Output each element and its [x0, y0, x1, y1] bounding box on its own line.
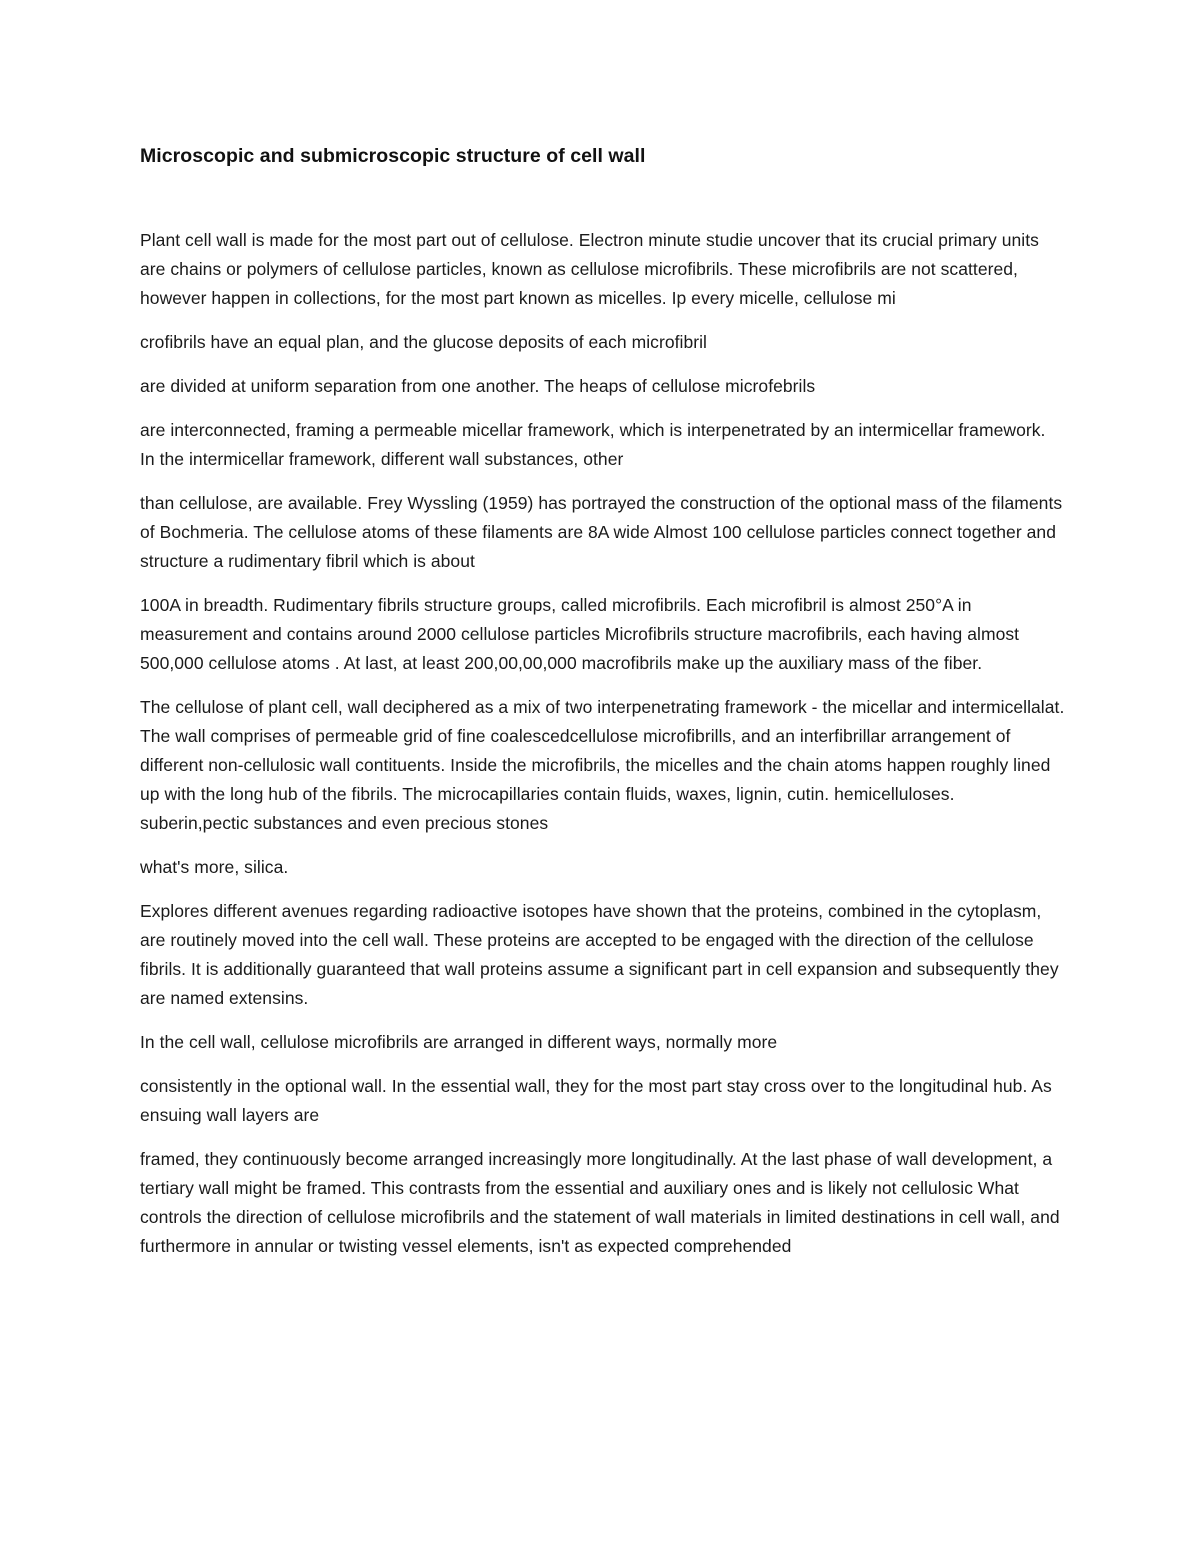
- paragraph: The cellulose of plant cell, wall deciphered as a mix of two interpenetrating framework - the micellar and intermicellalat. The wall comprises of permeable grid of fine coalescedcellulose microfibrills, and an interfibrillar arrangement of different non-cellulosic wall contituents. Inside the microfibrils, the micelles and the chain atoms happen roughly lined up with the long hub of the fibrils. The microcapillaries contain fluids, waxes, lignin, cutin. hemicelluloses. suberin,pectic substances and even precious stones: [140, 697, 1065, 833]
- paragraph: framed, they continuously become arranged increasingly more longitudinally. At the last phase of wall development, a tertiary wall might be framed. This contrasts from the essential and auxiliary ones and is likely not cellulosic What controls the direction of cellulose microfibrils and the statement of wall materials in limited destinations in cell wall, and furthermore in annular or twisting vessel elements, isn't as expected comprehended: [140, 1149, 1060, 1256]
- paragraph: crofibrils have an equal plan, and the glucose deposits of each microfibril: [140, 332, 707, 352]
- paragraph: 100A in breadth. Rudimentary fibrils structure groups, called microfibrils. Each microfibril is almost 250°A in measurement and contains around 2000 cellulose particles Microfibrils structure macrofibrils, each having almost 500,000 cellulose atoms . At last, at least 200,00,00,000 macrofibrils make up the auxiliary mass of the fiber.: [140, 595, 1020, 673]
- paragraph: than cellulose, are available. Frey Wyssling (1959) has portrayed the construction of the optional mass of the filaments of Bochmeria. The cellulose atoms of these filaments are 8A wide Almost 100 cellulose particles connect together and structure a rudimentary fibril which is about: [140, 493, 1063, 571]
- paragraph: consistently in the optional wall. In the essential wall, they for the most part stay cross over to the longitudinal hub. As ensuing wall layers are: [140, 1076, 1052, 1125]
- paragraph: are interconnected, framing a permeable micellar framework, which is interpenetrated by an intermicellar framework. In the intermicellar framework, different wall substances, other: [140, 420, 1046, 469]
- paragraph: Plant cell wall is made for the most part out of cellulose. Electron minute studie uncover that its crucial primary units are chains or polymers of cellulose particles, known as cellulose microfibrils. These microfibrils are not scattered, however happen in collections, for the most part known as micelles. Ip every micelle, cellulose mi: [140, 230, 1039, 308]
- paragraph: Explores different avenues regarding radioactive isotopes have shown that the proteins, combined in the cytoplasm, are routinely moved into the cell wall. These proteins are accepted to be engaged with the direction of the cellulose fibrils. It is additionally guaranteed that wall proteins assume a significant part in cell expansion and subsequently they are named extensins.: [140, 901, 1059, 1008]
- document-title: Microscopic and submicroscopic structure of cell wall: [140, 145, 646, 167]
- paragraph: are divided at uniform separation from one another. The heaps of cellulose microfebrils: [140, 376, 816, 396]
- document-body: [140, 141, 1065, 1276]
- paragraph: In the cell wall, cellulose microfibrils are arranged in different ways, normally more: [140, 1032, 778, 1052]
- paragraph: what's more, silica.: [140, 857, 289, 877]
